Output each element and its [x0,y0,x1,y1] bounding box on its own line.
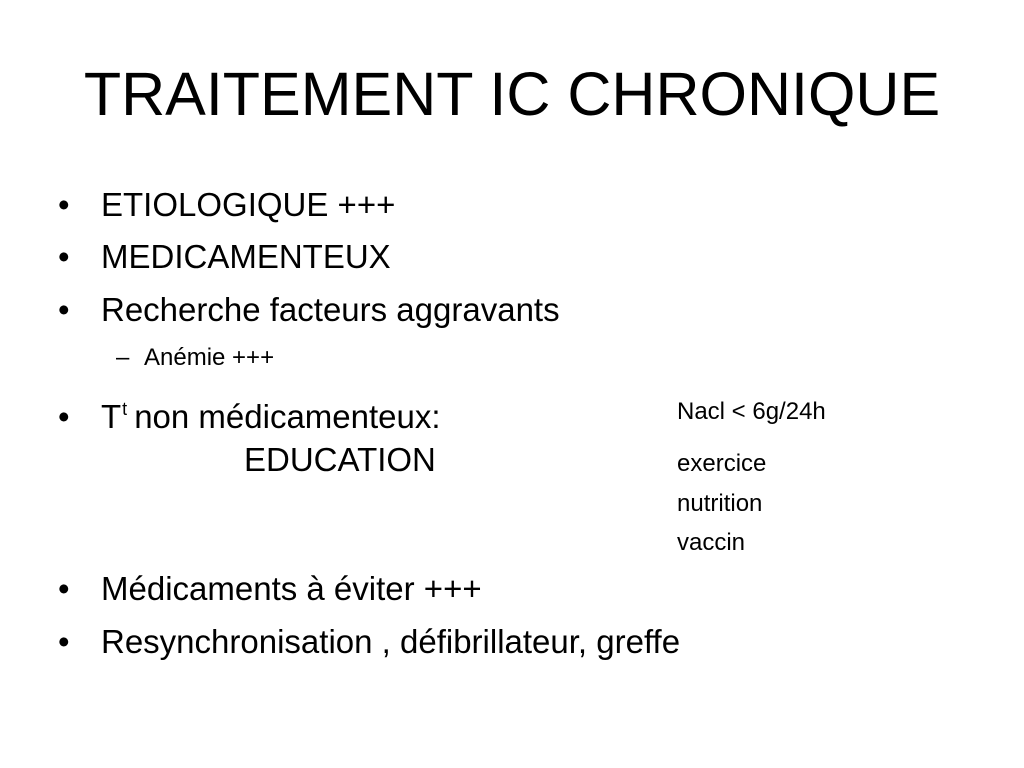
sub-bullet-text: Anémie +++ [144,344,275,371]
bullet-item-traitement-non-medicamenteux [58,389,441,437]
bullet-item-etiologique [58,185,395,225]
bullet-item-resynchronisation [58,622,680,662]
bullet-marker: • [58,623,70,660]
sub-bullet-marker: – [116,344,130,371]
bullet-text: Médicaments à éviter +++ [101,570,482,607]
tt-rest: non médicamenteux: [134,398,441,435]
bullet-text: ETIOLOGIQUE +++ [101,186,396,223]
bullet-text: Recherche facteurs aggravants [101,291,560,328]
sub-bullet-item-anemie [116,343,274,373]
bullet-marker: • [58,186,70,223]
bullet-item-medicamenteux [58,237,391,277]
bullet-marker: • [58,398,70,435]
side-item-exercice: exercice [677,450,767,477]
bullet-text: MEDICAMENTEUX [101,238,391,275]
bullet-text: Resynchronisation , défibrillateur, greffe [101,623,681,660]
tt-base: T [101,398,122,435]
bullet-item-medicaments-a-eviter [58,569,482,609]
tt-superscript: t [122,399,128,419]
education-label: EDUCATION [244,441,436,478]
side-item-vaccin: vaccin [677,529,746,556]
bullet-item-recherche [58,290,560,330]
bullet-marker: • [58,238,70,275]
bullet-marker: • [58,570,70,607]
side-item-nacl: Nacl < 6g/24h [677,398,826,425]
slide-title: TRAITEMENT IC CHRONIQUE [83,60,941,128]
side-item-nutrition: nutrition [677,490,763,517]
bullet-marker: • [58,291,70,328]
